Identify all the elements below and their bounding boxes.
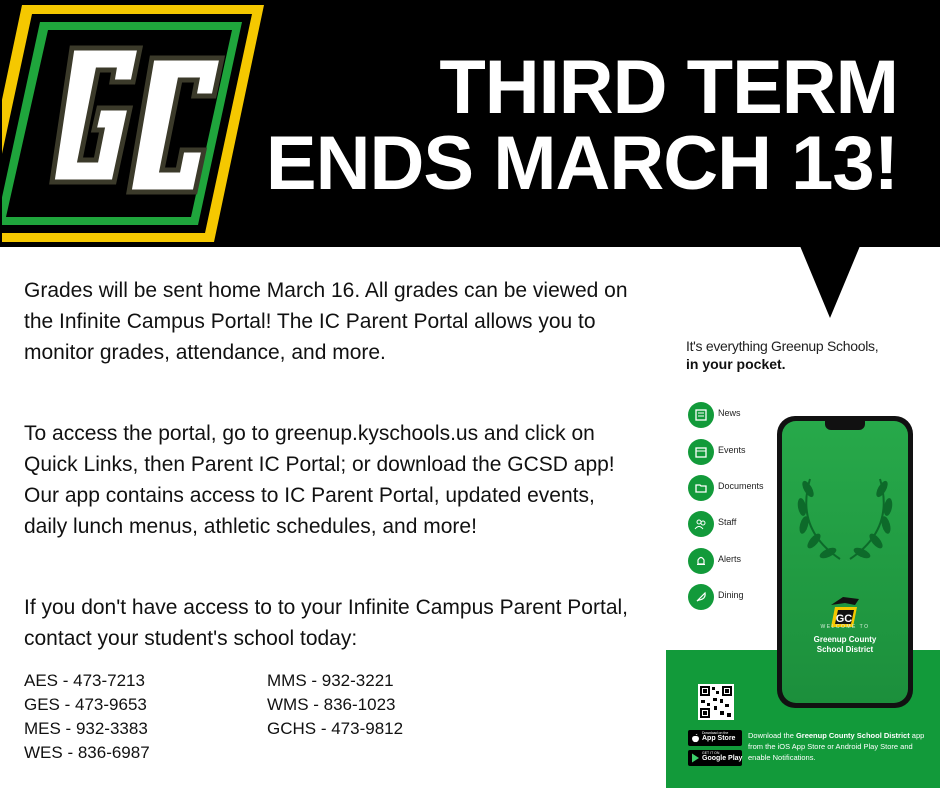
news-icon bbox=[688, 402, 714, 428]
play-icon bbox=[691, 753, 700, 763]
contact-item: MMS - 932-3221 bbox=[267, 671, 394, 690]
contact-paragraph: If you don't have access to to your Infinite Campus Parent Portal, contact your student's school today: bbox=[24, 596, 628, 650]
headline-line2: ENDS MARCH 13! bbox=[265, 121, 898, 206]
download-instructions: Download the Greenup County School District app from the iOS App Store or Android Play Store and enable Notifications. bbox=[748, 731, 925, 762]
phone-welcome: WELCOME TO bbox=[820, 624, 870, 630]
bell-icon bbox=[688, 548, 714, 574]
app-promo: It's everything Greenup Schools, in your pocket. News Events Documents Staff Alerts Dining GC WELCOME TO Greenup County School District Download on the App Store GET IT ON Google Play Download the Greenup County School District app from the iOS App Store or Android Play Store and enable Notifications. bbox=[666, 318, 940, 788]
speech-pointer bbox=[800, 246, 860, 318]
promo-tagline-bold: in your pocket. bbox=[686, 356, 786, 372]
calendar-icon bbox=[688, 439, 714, 465]
apple-icon bbox=[691, 733, 700, 743]
contact-item: AES - 473-7213 bbox=[24, 671, 145, 690]
promo-tagline: It's everything Greenup Schools, bbox=[686, 338, 879, 354]
people-icon bbox=[688, 511, 714, 537]
contact-list-left bbox=[24, 669, 150, 765]
headline bbox=[265, 45, 898, 206]
contact-item: MES - 932-3383 bbox=[24, 719, 148, 738]
phone-screen bbox=[782, 421, 908, 703]
gc-logo bbox=[2, 0, 272, 247]
phone-district-name: Greenup County School District bbox=[813, 635, 877, 654]
access-paragraph: To access the portal, go to greenup.kyschools.us and click on Quick Links, then Parent IC Portal; or download the GCSD app! Our app contains access to IC Parent Portal, updated events, daily lunch menus, athletic schedules, and more! bbox=[24, 422, 615, 538]
contact-item: GES - 473-9653 bbox=[24, 695, 147, 714]
dining-icon bbox=[688, 584, 714, 610]
google-play-badge[interactable]: GET IT ON Google Play bbox=[688, 750, 742, 766]
contact-item: WES - 836-6987 bbox=[24, 743, 150, 762]
folder-icon bbox=[688, 475, 714, 501]
phone-mockup bbox=[777, 416, 913, 708]
contact-item: WMS - 836-1023 bbox=[267, 695, 396, 714]
laurel-wreath-icon bbox=[790, 459, 900, 569]
contact-item: GCHS - 473-9812 bbox=[267, 719, 404, 738]
qr-code bbox=[698, 684, 734, 720]
header-banner bbox=[0, 0, 940, 247]
svg-text:GC: GC bbox=[835, 613, 853, 625]
grades-paragraph: Grades will be sent home March 16. All grades can be viewed on the Infinite Campus Portal! The IC Parent Portal allows you to monitor grades, attendance, and more. bbox=[24, 279, 628, 364]
contact-list-right bbox=[267, 669, 403, 741]
headline-line1: THIRD TERM bbox=[439, 45, 898, 130]
app-store-badge[interactable]: Download on the App Store bbox=[688, 730, 742, 746]
